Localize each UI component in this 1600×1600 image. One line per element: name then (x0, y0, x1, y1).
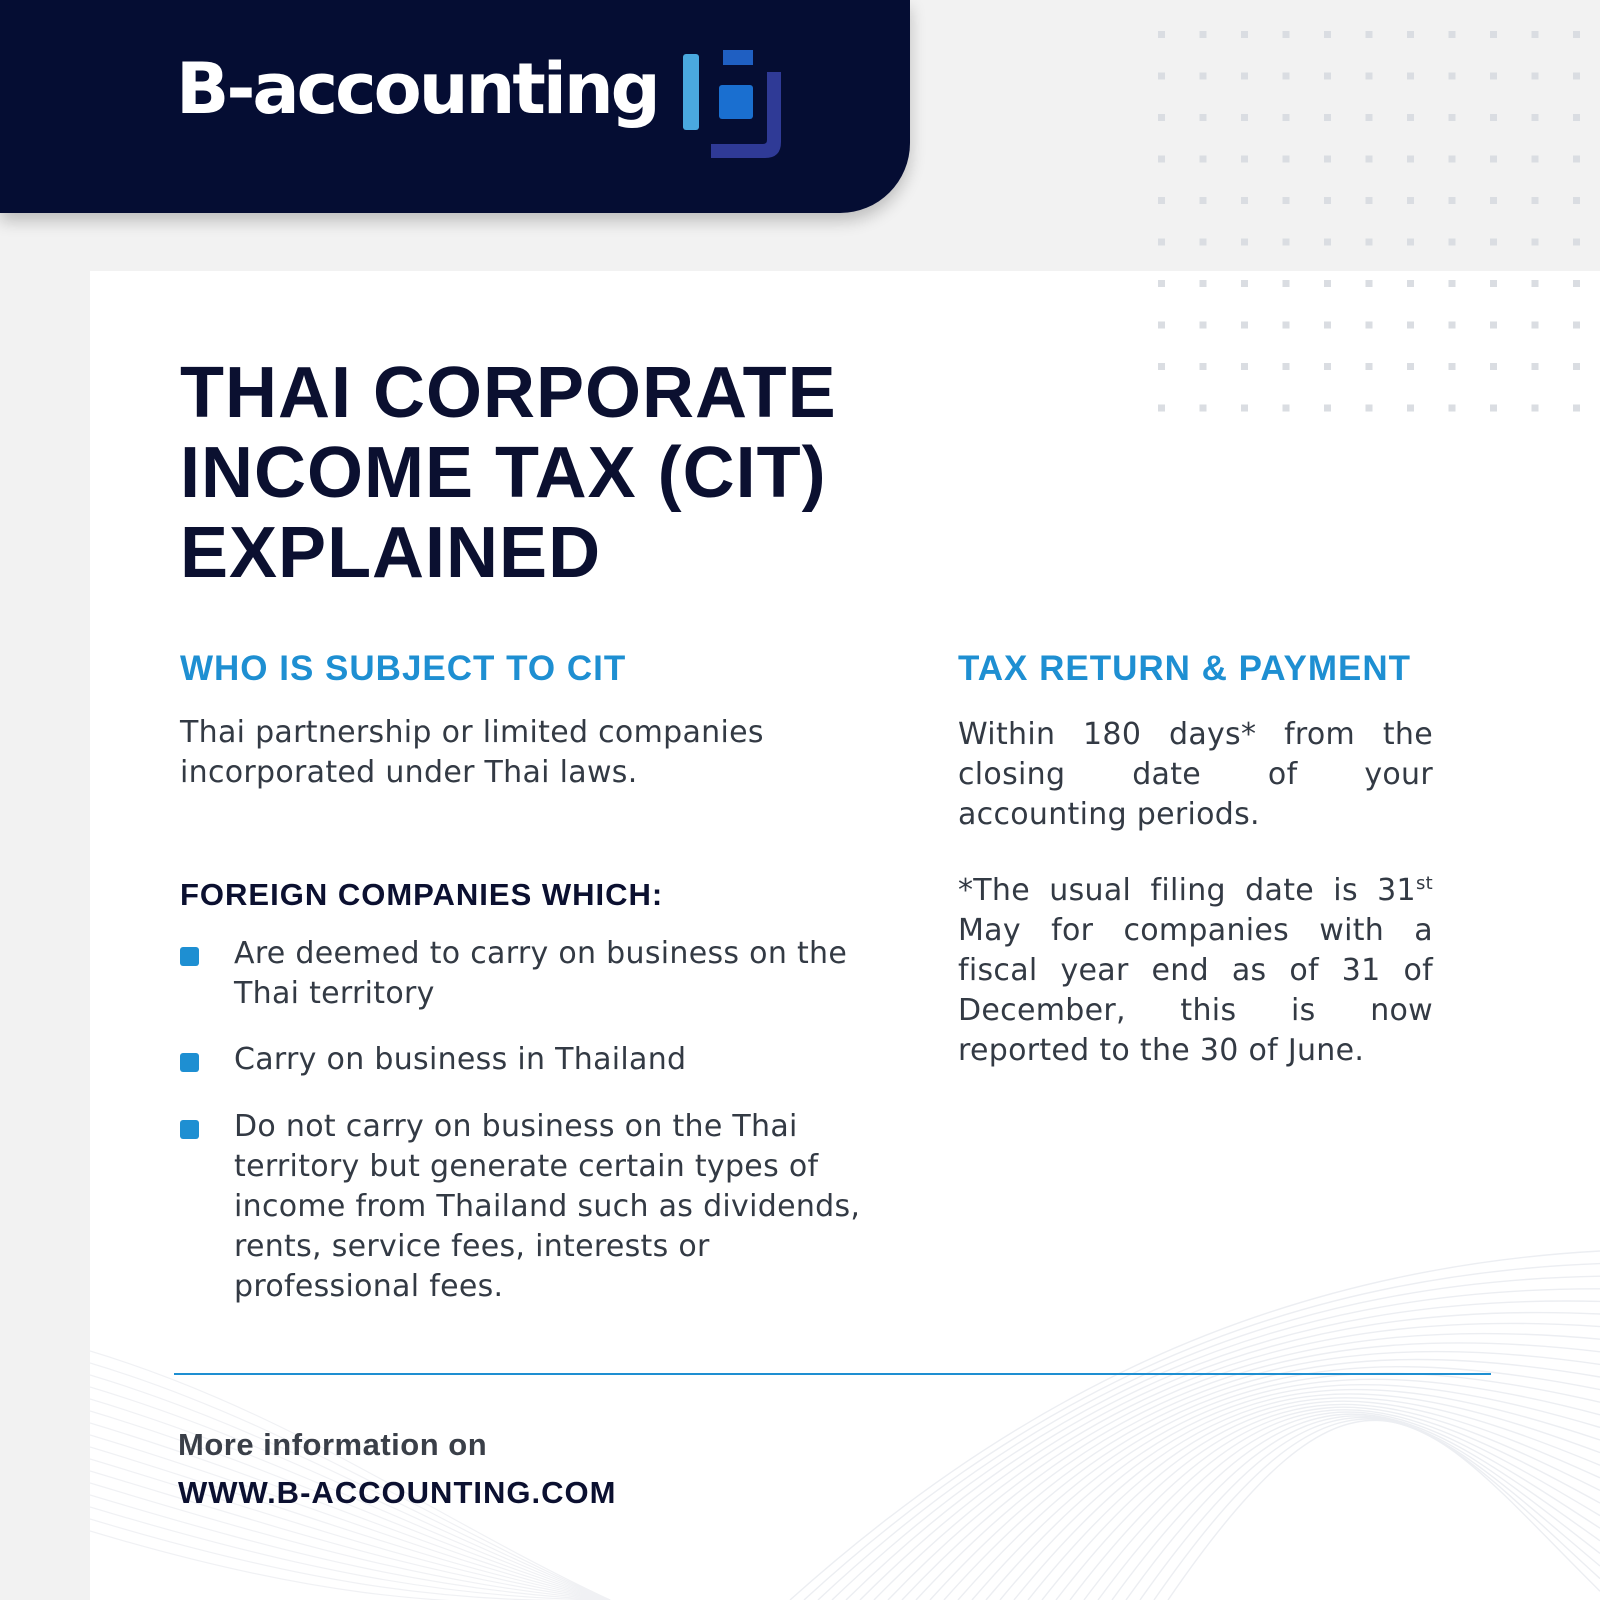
decorative-dot (1407, 197, 1414, 204)
decorative-dot (1573, 31, 1580, 38)
decorative-dot (1407, 73, 1414, 80)
decorative-dot (1366, 239, 1373, 246)
decorative-dot (1366, 363, 1373, 370)
decorative-dot (1366, 31, 1373, 38)
decorative-dot (1200, 156, 1207, 163)
decorative-dot (1324, 405, 1331, 412)
decorative-dot (1324, 322, 1331, 329)
decorative-dot (1407, 405, 1414, 412)
decorative-dot (1200, 280, 1207, 287)
decorative-dot (1324, 31, 1331, 38)
decorative-dot (1490, 239, 1497, 246)
decorative-dot (1407, 280, 1414, 287)
decorative-dot (1158, 405, 1165, 412)
decorative-dot (1241, 280, 1248, 287)
decorative-dot (1366, 280, 1373, 287)
decorative-dot (1241, 31, 1248, 38)
brand-name: B-accounting (176, 48, 658, 130)
decorative-dot (1573, 73, 1580, 80)
decorative-dot (1532, 405, 1539, 412)
decorative-dot (1283, 31, 1290, 38)
decorative-dot (1490, 31, 1497, 38)
decorative-dot (1449, 363, 1456, 370)
decorative-dot (1158, 156, 1165, 163)
decorative-dot (1573, 280, 1580, 287)
decorative-dot (1241, 239, 1248, 246)
section-heading-who-is-subject: WHO IS SUBJECT TO CIT (180, 649, 627, 688)
decorative-dot (1532, 322, 1539, 329)
decorative-dot (1158, 280, 1165, 287)
decorative-dot (1407, 156, 1414, 163)
list-item-text: Do not carry on business on the Thai territory but generate certain types of income from Thailand such as dividends, rents, service fees, interests or professional fees. (234, 1109, 861, 1304)
website-link[interactable]: WWW.B-ACCOUNTING.COM (178, 1475, 617, 1510)
decorative-dot (1490, 156, 1497, 163)
header-banner (0, 0, 910, 213)
decorative-dot (1241, 405, 1248, 412)
decorative-dot (1283, 156, 1290, 163)
decorative-dot (1449, 405, 1456, 412)
decorative-dot (1407, 363, 1414, 370)
decorative-dot (1490, 114, 1497, 121)
brand-logo-icon (683, 50, 793, 160)
decorative-dot (1532, 363, 1539, 370)
decorative-dot (1449, 239, 1456, 246)
decorative-dot (1490, 73, 1497, 80)
decorative-dot (1449, 156, 1456, 163)
decorative-dot (1283, 239, 1290, 246)
decorative-dot (1366, 114, 1373, 121)
decorative-dot (1407, 31, 1414, 38)
decorative-dot (1573, 363, 1580, 370)
list-item-text: Carry on business in Thailand (234, 1042, 687, 1077)
decorative-dot (1532, 156, 1539, 163)
bullet-square-icon (180, 1053, 199, 1072)
decorative-dot-grid (1150, 25, 1580, 425)
decorative-dot (1241, 197, 1248, 204)
decorative-dot (1158, 322, 1165, 329)
bullet-square-icon (180, 947, 199, 966)
decorative-dot (1573, 322, 1580, 329)
filing-date-note (958, 871, 1433, 1071)
filing-date-note-prefix: *The usual filing date is 31 (958, 873, 1416, 908)
decorative-dot (1532, 280, 1539, 287)
decorative-dot (1366, 322, 1373, 329)
decorative-dot (1200, 114, 1207, 121)
decorative-dot (1490, 280, 1497, 287)
decorative-dot (1449, 114, 1456, 121)
decorative-dot (1366, 197, 1373, 204)
decorative-dot (1241, 322, 1248, 329)
decorative-dot (1573, 197, 1580, 204)
decorative-dot (1324, 280, 1331, 287)
decorative-dot (1241, 114, 1248, 121)
decorative-dot (1241, 156, 1248, 163)
decorative-dot (1490, 405, 1497, 412)
filing-date-note-suffix: May for companies with a fiscal year end as of 31 of December, this is now reported to the 30 of June. (958, 913, 1433, 1068)
decorative-dot (1407, 322, 1414, 329)
decorative-dot (1283, 73, 1290, 80)
who-is-subject-text: Thai partnership or limited companies incorporated under Thai laws. (180, 715, 764, 790)
decorative-dot (1449, 31, 1456, 38)
decorative-dot (1407, 114, 1414, 121)
page-title: THAI CORPORATE INCOME TAX (CIT) EXPLAINED (180, 353, 837, 593)
decorative-dot (1324, 197, 1331, 204)
decorative-dot (1490, 197, 1497, 204)
decorative-dot (1200, 239, 1207, 246)
content-card (90, 271, 1600, 1600)
decorative-dot (1324, 114, 1331, 121)
decorative-dot (1366, 73, 1373, 80)
decorative-dot (1490, 363, 1497, 370)
decorative-dot (1200, 363, 1207, 370)
decorative-dot (1324, 239, 1331, 246)
decorative-dot (1573, 156, 1580, 163)
decorative-dot (1532, 197, 1539, 204)
decorative-dot (1366, 405, 1373, 412)
decorative-dot (1532, 239, 1539, 246)
more-info-label: More information on (178, 1427, 488, 1462)
decorative-dot (1241, 73, 1248, 80)
decorative-dot (1283, 114, 1290, 121)
tax-return-text: Within 180 days* from the closing date of your accounting periods. (958, 717, 1433, 832)
decorative-dot (1283, 363, 1290, 370)
decorative-dot (1158, 239, 1165, 246)
decorative-dot (1573, 239, 1580, 246)
decorative-dot (1200, 322, 1207, 329)
decorative-dot (1532, 73, 1539, 80)
list-item-text: Are deemed to carry on business on the Thai territory (234, 936, 848, 1011)
decorative-dot (1324, 156, 1331, 163)
decorative-dot (1449, 322, 1456, 329)
decorative-dot (1573, 405, 1580, 412)
filing-date-note-sup: st (1415, 873, 1433, 894)
decorative-dot (1407, 239, 1414, 246)
decorative-dot (1200, 197, 1207, 204)
decorative-dot (1573, 114, 1580, 121)
decorative-dot (1241, 363, 1248, 370)
decorative-dot (1532, 114, 1539, 121)
decorative-dot (1158, 73, 1165, 80)
bullet-square-icon (180, 1120, 199, 1139)
section-heading-tax-return: TAX RETURN & PAYMENT (958, 649, 1411, 688)
decorative-dot (1449, 197, 1456, 204)
decorative-dot (1283, 322, 1290, 329)
decorative-dot (1158, 363, 1165, 370)
decorative-dot (1158, 31, 1165, 38)
decorative-dot (1366, 156, 1373, 163)
footer-divider (174, 1373, 1491, 1375)
decorative-dot (1158, 197, 1165, 204)
decorative-dot (1532, 31, 1539, 38)
decorative-dot (1200, 31, 1207, 38)
foreign-companies-heading: FOREIGN COMPANIES WHICH: (180, 877, 664, 912)
decorative-dot (1449, 73, 1456, 80)
decorative-dot (1283, 197, 1290, 204)
decorative-dot (1283, 280, 1290, 287)
decorative-dot (1449, 280, 1456, 287)
decorative-dot (1283, 405, 1290, 412)
decorative-dot (1200, 405, 1207, 412)
decorative-dot (1324, 363, 1331, 370)
decorative-dot (1158, 114, 1165, 121)
decorative-dot (1324, 73, 1331, 80)
decorative-dot (1490, 322, 1497, 329)
decorative-dot (1200, 73, 1207, 80)
